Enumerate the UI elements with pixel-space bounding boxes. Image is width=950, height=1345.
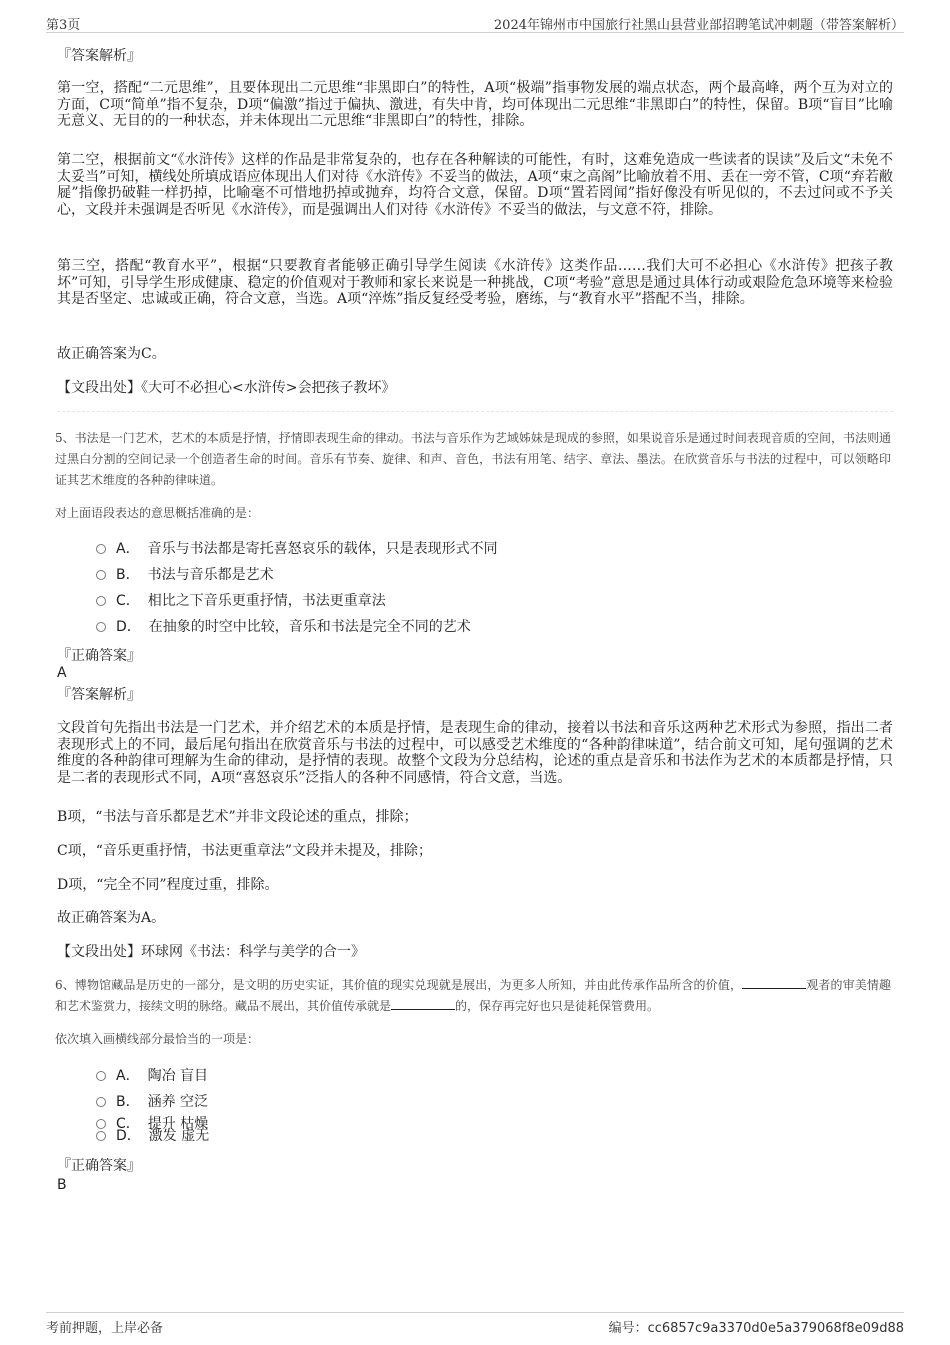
radio-icon[interactable]: [96, 1131, 106, 1141]
blank-line-2: [391, 998, 455, 1010]
blank-line-1: [742, 977, 806, 989]
radio-icon[interactable]: [96, 1071, 106, 1081]
q5-correct-label: 『正确答案』: [57, 648, 141, 664]
q4-analysis-para3: 第三空，搭配“教育水平”，根据“只要教育者能够正确引导学生阅读《水浒传》这类作品……我们大可不必担心《水浒传》把孩子教坏”可知，引导学生形成健康、稳定的价值观对于教师和家长来说是一种挑战，C项“考验”意思是通过具体行动或艰险危急环境等来检验其是否坚定、忠诚或正确，符合文意，当选。A项“淬炼”指反复经受考验，磨练，与“教育水平”搭配不当，排除。: [57, 258, 893, 308]
radio-icon[interactable]: [96, 596, 106, 606]
q6-option-b[interactable]: B． 涵养 空泛: [96, 1092, 208, 1112]
q5-analysis-para2: B项，“书法与音乐都是艺术”并非文段论述的重点，排除；: [57, 809, 418, 825]
q4-analysis-label: 『答案解析』: [57, 48, 141, 64]
q5-conclusion: 故正确答案为A。: [57, 910, 166, 926]
q6-option-d[interactable]: D． 激发 虚无: [96, 1126, 209, 1146]
q4-analysis-para1: 第一空，搭配“二元思维”，且要体现出二元思维“非黑即白”的特性，A项“极端”指事物发展的端点状态，两个最高峰，两个互为对立的方面，C项“简单”指不复杂，D项“偏激”指过于偏执、激进，有失中肯，均可体现出二元思维“非黑即白”的特性，保留。B项“盲目”比喻无意义、无目的的一种状态，并未体现出二元思维“非黑即白”的特性，排除。: [57, 80, 893, 130]
radio-icon[interactable]: [96, 1097, 106, 1107]
q6-question: 依次填入画横线部分最恰当的一项是：: [55, 1032, 260, 1046]
divider: [57, 411, 893, 412]
q5-analysis-label: 『答案解析』: [57, 687, 141, 703]
document-title: 2024年锦州市中国旅行社黑山县营业部招聘笔试冲刺题（带答案解析）: [493, 18, 904, 33]
q5-question: 对上面语段表达的意思概括准确的是：: [55, 506, 260, 520]
page-number: 第3页: [46, 18, 81, 33]
q5-option-b[interactable]: B． 书法与音乐都是艺术: [96, 565, 274, 585]
q5-stem: 5、书法是一门艺术，艺术的本质是抒情，抒情即表现生命的律动。书法与音乐作为艺域姊妹是现成的参照，如果说音乐是通过时间表现音质的空间，书法则通过黑白分割的空间记录一个创造者生命的时间。音乐有节奏、旋律、和声、音色，书法有用笔、结字、章法、墨法。在欣赏音乐与书法的过程中，可以领略印证其艺术维度的各种韵律味道。: [55, 431, 891, 488]
q4-source: 【文段出处】《大可不必担心<水浒传>会把孩子教坏》: [57, 380, 396, 396]
q6-option-c[interactable]: C． 提升 枯燥: [96, 1114, 208, 1134]
q6-correct-answer: B: [57, 1177, 67, 1193]
q5-source: 【文段出处】环球网《书法：科学与美学的合一》: [57, 944, 365, 960]
radio-icon[interactable]: [96, 544, 106, 554]
q5-analysis-para3: C项，“音乐更重抒情，书法更重章法”文段并未提及，排除；: [57, 843, 433, 859]
q5-option-a[interactable]: A． 音乐与书法都是寄托喜怒哀乐的载体，只是表现形式不同: [96, 539, 498, 559]
q4-conclusion: 故正确答案为C。: [57, 346, 166, 362]
q4-analysis-para2: 第二空，根据前文“《水浒传》这样的作品是非常复杂的，也存在各种解读的可能性，有时，这难免造成一些读者的误读”及后文“未免不太妥当”可知，横线处所填成语应体现出人们对待《水浒传》不妥当的做法，A项“束之高阁”比喻放着不用、丢在一旁不管，C项“弃若敝屣”指像扔破鞋一样扔掉，比喻毫不可惜地扔掉或抛弃，均符合文意，保留。D项“置若罔闻”指好像没有听见似的，不去过问或不予关心，文段并未强调是否听见《水浒传》，而是强调出人们对待《水浒传》不妥当的做法，与文意不符，排除。: [57, 152, 893, 219]
footer-slogan: 考前押题，上岸必备: [46, 1321, 164, 1336]
q6-stem: 6、博物馆藏品是历史的一部分，是文明的历史实证，其价值的现实兑现就是展出，为更多人所知，并由此传承作品所含的价值， 观者的审美情趣和艺术鉴赏力，接续文明的脉络。藏品不展出，其价值传承就是 的，保存再完好也只是徒耗保管费用。: [55, 978, 891, 1014]
page-header: [46, 10, 904, 33]
radio-icon[interactable]: [96, 622, 106, 632]
q5-option-c[interactable]: C． 相比之下音乐更重抒情，书法更重章法: [96, 591, 386, 611]
radio-icon[interactable]: [96, 570, 106, 580]
q6-correct-label: 『正确答案』: [57, 1158, 141, 1174]
q5-analysis-para4: D项，“完全不同”程度过重，排除。: [57, 877, 279, 893]
document-code: 编号：cc6857c9a3370d0e5a379068f8e09d88: [608, 1321, 904, 1336]
q5-option-d[interactable]: D． 在抽象的时空中比较，音乐和书法是完全不同的艺术: [96, 617, 471, 637]
q5-analysis-para1: 文段首句先指出书法是一门艺术，并介绍艺术的本质是抒情，是表现生命的律动，接着以书法和音乐这两种艺术形式为参照，指出二者表现形式上的不同，最后尾句指出在欣赏音乐与书法的过程中，可以感受艺术维度的“各种韵律味道”，结合前文可知，尾句强调的艺术维度的各种韵律可理解为生命的律动，是抒情的表现。故整个文段为分总结构，论述的重点是音乐和书法作为艺术的本质都是抒情，只是二者的表现形式不同，A项“喜怒哀乐”泛指人的各种不同感情，符合文意，当选。: [57, 720, 893, 787]
q5-correct-answer: A: [57, 665, 67, 681]
page-footer: [46, 1312, 904, 1335]
q6-option-a[interactable]: A． 陶冶 盲目: [96, 1066, 208, 1086]
